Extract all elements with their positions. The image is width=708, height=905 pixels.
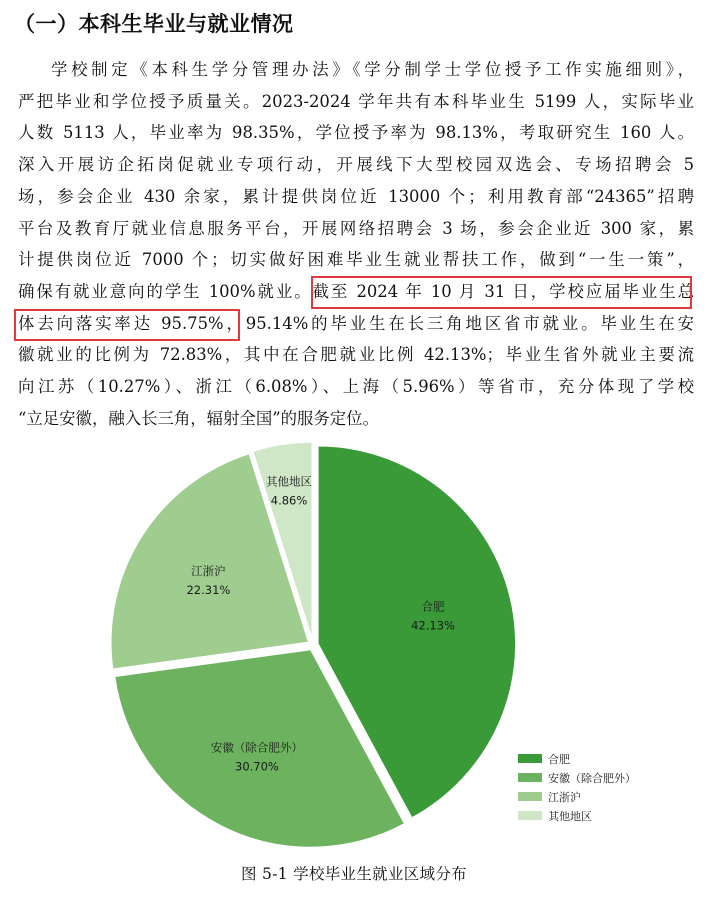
- legend-swatch: [518, 773, 542, 782]
- paragraph-line: 学校制定《本科生学分管理办法》《学分制学士学位授予工作实施细则》，: [51, 60, 694, 79]
- paragraph-line: 严把毕业和学位授予质量关。2023-2024 学年共有本科毕业生 5199 人，实际毕业: [18, 91, 694, 111]
- body-paragraph: [18, 54, 694, 434]
- paragraph-line: 体去向落实率达 95.75%，95.14%的毕业生在长三角地区省市就业。毕业生在安: [18, 313, 694, 333]
- paragraph-line: “立足安徽，融入长三角，辐射全国”的服务定位。: [18, 408, 379, 428]
- legend-label: 合肥: [548, 753, 570, 766]
- slice-name-label: 安徽（除合肥外）: [210, 740, 303, 755]
- figure-caption: 图 5-1 学校毕业生就业区域分布: [241, 865, 467, 883]
- paragraph-line: 徽就业的比例为 72.83%，其中在合肥就业比例 42.13%；毕业生省外就业主要流: [18, 345, 694, 365]
- legend-label: 其他地区: [548, 810, 592, 823]
- paragraph-line: 计提供岗位近 7000 个；切实做好困难毕业生就业帮扶工作，做到“一生一策”，: [18, 250, 694, 270]
- paragraph-line: 向江苏（10.27%）、浙江（6.08%）、上海（5.96%）等省市，充分体现了学校: [18, 377, 694, 397]
- paragraph-line: 平台及教育厅就业信息服务平台，开展网络招聘会 3 场，参会企业近 300 家，累: [18, 218, 694, 238]
- legend-swatch: [518, 754, 542, 763]
- legend-swatch: [518, 811, 542, 820]
- slice-name-label: 合肥: [421, 599, 445, 614]
- legend-label: 安徽（除合肥外）: [548, 772, 636, 785]
- legend-swatch: [518, 792, 542, 801]
- legend-label: 江浙沪: [548, 791, 581, 804]
- paragraph-line: 深入开展访企拓岗促就业专项行动，开展线下大型校园双选会、专场招聘会 5: [18, 155, 694, 175]
- section-heading: （一）本科生毕业与就业情况: [14, 12, 294, 36]
- slice-value-label: 30.70%: [235, 759, 279, 774]
- pie-chart: [0, 430, 708, 860]
- slice-value-label: 4.86%: [270, 493, 308, 508]
- paragraph-line: 确保有就业意向的学生 100%就业。截至 2024 年 10 月 31 日，学校应届毕业生总: [18, 281, 694, 301]
- slice-name-label: 其他地区: [266, 474, 313, 489]
- slice-value-label: 42.13%: [411, 618, 455, 633]
- paragraph-line: 场，参会企业 430 余家，累计提供岗位近 13000 个；利用教育部“24365”招聘: [18, 186, 694, 206]
- slice-name-label: 江浙沪: [191, 563, 226, 578]
- paragraph-line: 人数 5113 人，毕业率为 98.35%，学位授予率为 98.13%，考取研究生 160 人。: [18, 123, 694, 143]
- slice-value-label: 22.31%: [186, 582, 231, 597]
